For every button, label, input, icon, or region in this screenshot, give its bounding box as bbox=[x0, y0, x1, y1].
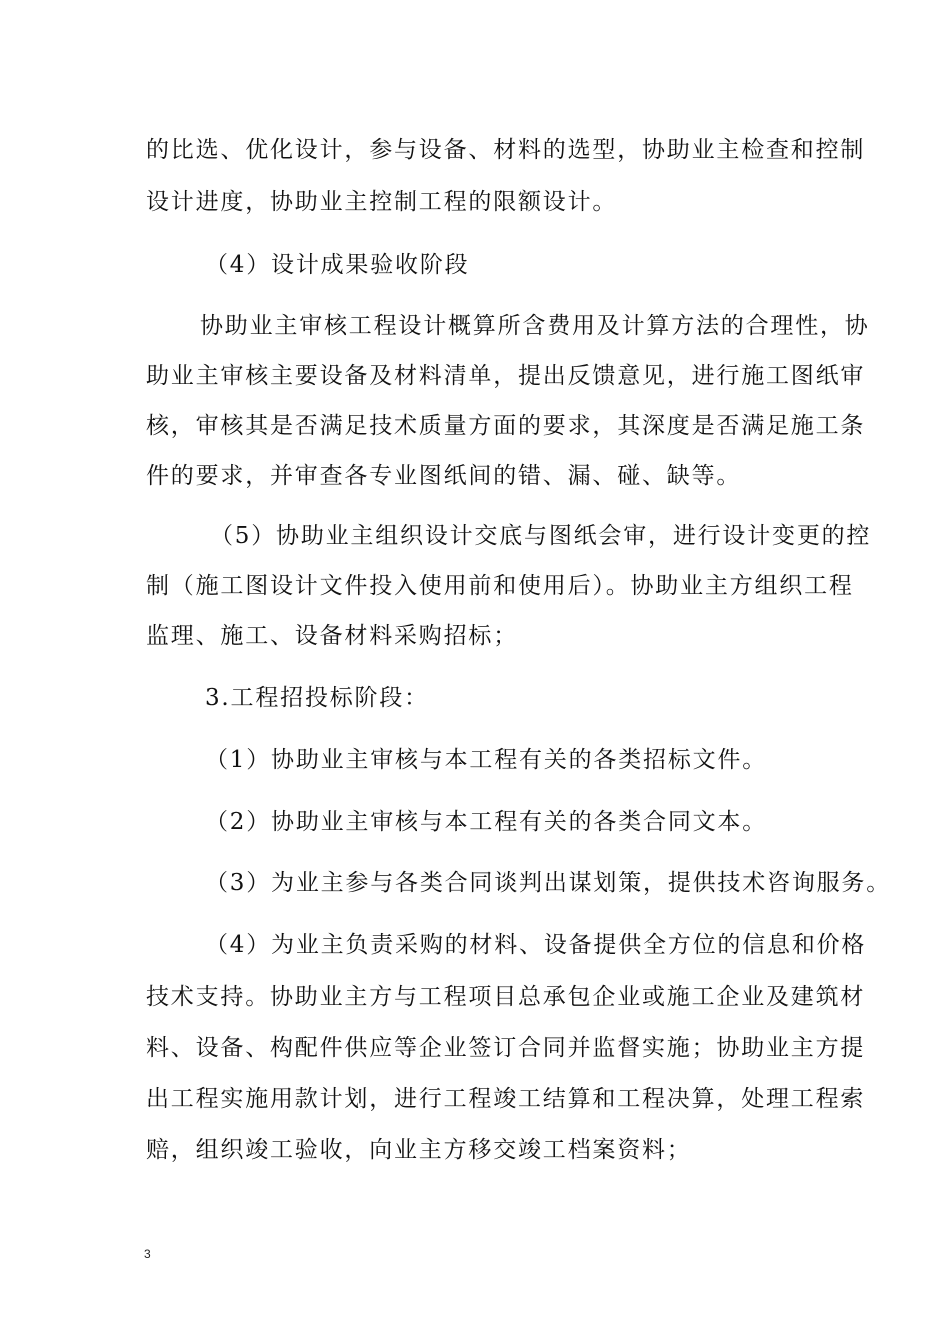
text-line: （1）协助业主审核与本工程有关的各类招标文件。 bbox=[205, 747, 768, 773]
text-line: 设计进度，协助业主控制工程的限额设计。 bbox=[146, 189, 618, 215]
text-line: （3）为业主参与各类合同谈判出谋划策，提供技术咨询服务。 bbox=[205, 870, 892, 896]
text-line: 协助业主审核工程设计概算所含费用及计算方法的合理性，协 bbox=[200, 313, 870, 339]
section-heading: （4）设计成果验收阶段 bbox=[205, 252, 470, 278]
text-line: （5）协助业主组织设计交底与图纸会审，进行设计变更的控 bbox=[210, 523, 872, 549]
text-line: （2）协助业主审核与本工程有关的各类合同文本。 bbox=[205, 809, 768, 835]
text-line: 核，审核其是否满足技术质量方面的要求，其深度是否满足施工条 bbox=[146, 413, 866, 439]
page-number: 3 bbox=[144, 1247, 151, 1261]
text-line: 料、设备、构配件供应等企业签订合同并监督实施；协助业主方提 bbox=[146, 1035, 866, 1061]
text-line: 监理、施工、设备材料采购招标； bbox=[146, 623, 518, 649]
text-line: 件的要求，并审查各专业图纸间的错、漏、碰、缺等。 bbox=[146, 463, 742, 489]
text-line: 的比选、优化设计，参与设备、材料的选型，协助业主检查和控制 bbox=[146, 137, 866, 163]
section-heading: 3.工程招投标阶段： bbox=[205, 685, 429, 711]
text-line: 出工程实施用款计划，进行工程竣工结算和工程决算，处理工程索 bbox=[146, 1086, 866, 1112]
text-line: 技术支持。协助业主方与工程项目总承包企业或施工企业及建筑材 bbox=[146, 984, 866, 1010]
text-line: 助业主审核主要设备及材料清单，提出反馈意见，进行施工图纸审 bbox=[146, 363, 866, 389]
text-line: （4）为业主负责采购的材料、设备提供全方位的信息和价格 bbox=[205, 932, 867, 958]
text-line: 赔，组织竣工验收，向业主方移交竣工档案资料； bbox=[146, 1137, 692, 1163]
text-line: 制（施工图设计文件投入使用前和使用后）。协助业主方组织工程 bbox=[146, 573, 854, 599]
